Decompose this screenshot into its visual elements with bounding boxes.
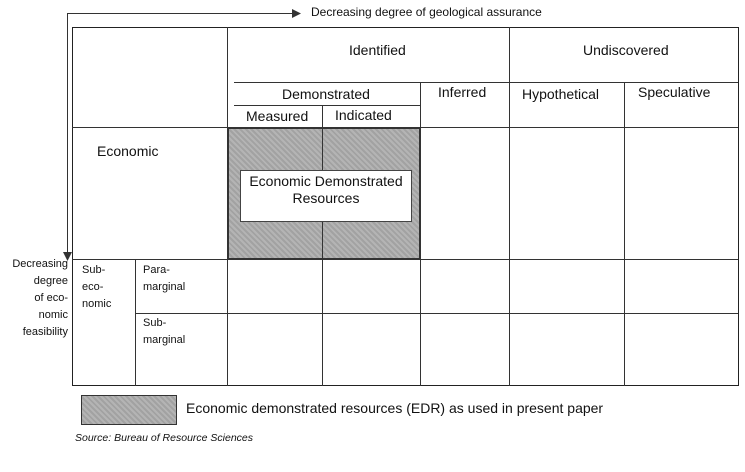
header-measured: Measured [246, 108, 309, 124]
grid-line [624, 82, 625, 386]
side-label-line: Decreasing [12, 258, 68, 270]
top-arrow-stem [67, 13, 68, 27]
header-inferred: Inferred [438, 84, 487, 100]
row-subeconomic-line: Sub- [82, 264, 106, 276]
grid-line [322, 105, 323, 386]
header-indicated: Indicated [335, 107, 392, 123]
header-speculative: Speculative [638, 84, 711, 100]
header-identified: Identified [349, 42, 406, 58]
side-label-line: feasibility [22, 326, 68, 338]
row-paramarginal-line: Para- [143, 264, 170, 276]
edr-box-label-line: Resources [292, 190, 360, 206]
row-subeconomic-line: eco- [82, 281, 104, 293]
grid-line [227, 27, 228, 386]
grid-line [135, 259, 136, 386]
legend-swatch [81, 395, 177, 425]
grid-line [234, 105, 420, 106]
row-subeconomic-line: nomic [82, 298, 112, 310]
row-submarginal [143, 315, 185, 349]
arrow-right-icon [292, 9, 301, 18]
row-paramarginal-line: marginal [143, 281, 186, 293]
grid-line [72, 127, 738, 128]
row-economic: Economic [97, 143, 159, 159]
grid-line [234, 82, 738, 83]
side-arrow-label [2, 256, 68, 341]
edr-box-label [240, 170, 412, 222]
grid-line [72, 259, 738, 260]
edr-box-label-line: Economic Demonstrated [249, 173, 403, 189]
side-label-line: degree [33, 275, 68, 287]
legend-text: Economic demonstrated resources (EDR) as used in present paper [186, 400, 604, 416]
top-arrow-shaft [67, 13, 293, 14]
side-arrow-shaft [67, 27, 68, 253]
row-paramarginal [143, 262, 185, 296]
side-label-line: nomic [38, 309, 68, 321]
source-note: Source: Bureau of Resource Sciences [75, 432, 254, 444]
grid-line [420, 82, 421, 386]
row-subeconomic [82, 262, 111, 313]
row-submarginal-line: marginal [143, 334, 186, 346]
header-hypothetical: Hypothetical [522, 86, 600, 102]
header-undiscovered: Undiscovered [583, 42, 669, 58]
grid-line [135, 313, 738, 314]
header-demonstrated: Demonstrated [282, 86, 370, 102]
side-label-line: of eco- [34, 292, 68, 304]
row-submarginal-line: Sub- [143, 317, 167, 329]
grid-line [509, 27, 510, 386]
top-arrow-label: Decreasing degree of geological assurance [311, 5, 542, 19]
